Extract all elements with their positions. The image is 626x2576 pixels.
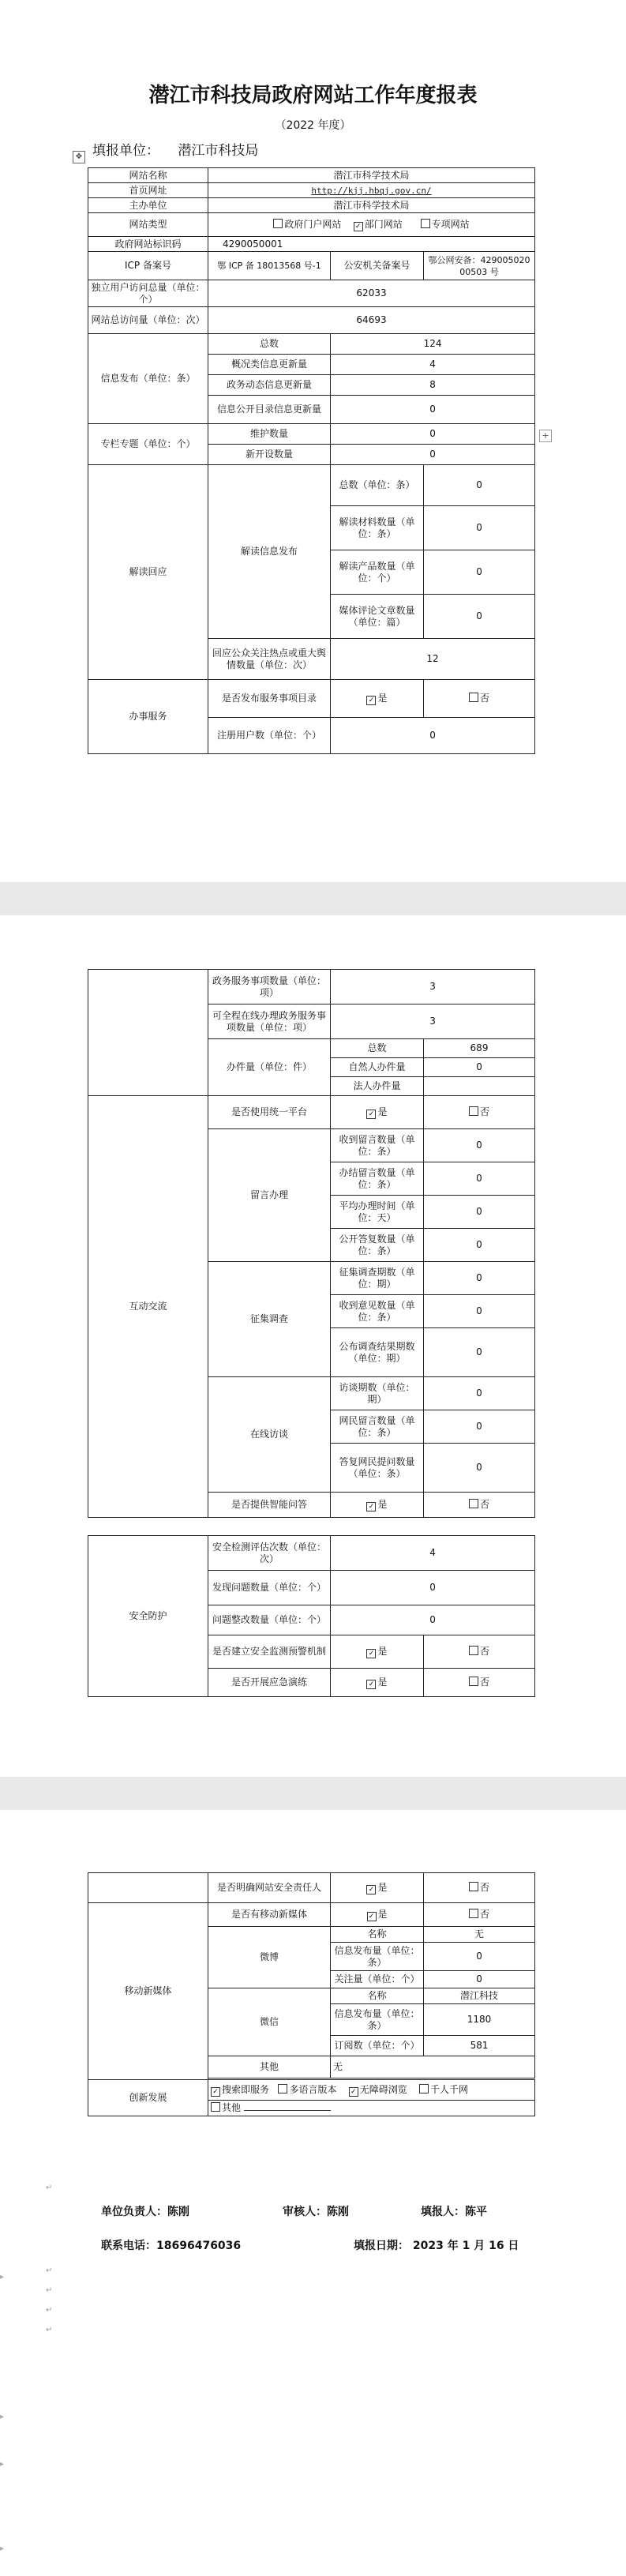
filler-label: 填报单位： [92, 143, 159, 159]
qcb-label: 可全程在线办理政务服务事项数量（单位：项） [208, 1004, 331, 1039]
zl-xk-value: 0 [331, 445, 535, 465]
checkbox-no[interactable] [469, 1106, 478, 1116]
aq-yj-label: 是否建立安全监测预警机制 [208, 1635, 331, 1669]
margin-marker-icon: ▸ [0, 2273, 5, 2281]
ym-sf-label: 是否有移动新媒体 [208, 1903, 331, 1927]
paragraph-mark-icon: ↵ [46, 2306, 53, 2315]
ym-sf-no [424, 1903, 535, 1927]
checkbox-no[interactable] [469, 1646, 478, 1655]
ft-tw-value: 0 [424, 1410, 535, 1444]
info-zw-label: 政务动态信息更新量 [208, 375, 331, 396]
jd-hy-label: 回应公众关注热点或重大舆情数量（单位：次） [208, 639, 331, 680]
report-table-page1 [88, 167, 535, 754]
aq-ya-yes [331, 1669, 424, 1697]
bs-cont-label [88, 970, 208, 1096]
page-gap [0, 882, 626, 915]
checkbox-personalized[interactable] [419, 2084, 429, 2093]
aq-cont-label [88, 1873, 208, 1903]
uv-value: 62033 [208, 280, 535, 307]
yes-label: 是 [377, 1645, 388, 1657]
sponsor-value: 潜江市科学技术局 [208, 198, 535, 213]
checkbox-yes[interactable]: ✓ [366, 1885, 376, 1894]
zl-wh-label: 维护数量 [208, 424, 331, 445]
wb-gz-label: 关注量（单位：个） [331, 1971, 424, 1988]
hd-zn-label: 是否提供智能问答 [208, 1493, 331, 1518]
aq-yj-no [424, 1635, 535, 1669]
wx-dy-value: 581 [424, 2036, 535, 2056]
report-table-page3 [88, 1872, 535, 1903]
aq-zr-no [424, 1873, 535, 1903]
yes-label: 是 [377, 1106, 388, 1117]
bs-zc-label: 注册用户数（单位：个） [208, 718, 331, 754]
sig-leader: 单位负责人：陈刚 [101, 2206, 189, 2218]
bs-ml-label: 是否发布服务事项目录 [208, 680, 331, 718]
qt-value: 无 [331, 2056, 535, 2078]
ym-label: 移动新媒体 [88, 1903, 208, 2080]
pv-value: 64693 [208, 307, 535, 334]
jd-mt-label: 媒体评论文章数量（单位：篇） [331, 595, 424, 639]
jd-cp-value: 0 [424, 550, 535, 595]
ft-label: 在线访谈 [208, 1377, 331, 1493]
info-total-label: 总数 [208, 334, 331, 355]
info-ml-label: 信息公开目录信息更新量 [208, 396, 331, 424]
jd-total-value: 0 [424, 465, 535, 506]
hd-zn-no [424, 1493, 535, 1518]
site-type-label: 网站类型 [88, 213, 208, 237]
wx-mc-label: 名称 [331, 1988, 424, 2004]
checkbox-yes[interactable]: ✓ [366, 1110, 376, 1119]
report-year: （2022 年度） [275, 119, 351, 132]
site-id-value: 4290050001 [208, 237, 535, 252]
zj-yj-value: 0 [424, 1295, 535, 1328]
uv-label: 独立用户访问总量（单位：个） [88, 280, 208, 307]
wb-label: 微博 [208, 1927, 331, 1988]
bjl-label: 办件量（单位：件） [208, 1039, 331, 1096]
hd-ty-yes [331, 1096, 424, 1129]
zwfw-value: 3 [331, 970, 535, 1004]
bjl-fr-value [424, 1077, 535, 1096]
info-gk-label: 概况类信息更新量 [208, 355, 331, 375]
ly-label: 留言办理 [208, 1129, 331, 1262]
paragraph-mark-icon: ↵ [46, 2286, 53, 2295]
ly-pj-label: 平均办理时间（单位：天） [331, 1196, 424, 1229]
paragraph-mark-icon: ↵ [46, 2266, 53, 2275]
no-label: 否 [479, 1106, 489, 1117]
ly-bj-value: 0 [424, 1162, 535, 1196]
zj-jg-value: 0 [424, 1328, 535, 1377]
checkbox-yes[interactable]: ✓ [366, 696, 376, 705]
add-row-icon[interactable]: + [539, 430, 552, 442]
zj-label: 征集调查 [208, 1262, 331, 1377]
zj-yj-label: 收到意见数量（单位：条） [331, 1295, 424, 1328]
ly-pj-value: 0 [424, 1196, 535, 1229]
zj-jg-label: 公布调查结果期数（单位：期） [331, 1328, 424, 1377]
sig-reviewer: 审核人：陈刚 [283, 2206, 349, 2218]
info-ml-value: 0 [331, 396, 535, 424]
sig-date: 填报日期： 2023 年 1 月 16 日 [354, 2240, 519, 2252]
wx-fb-label: 信息发布量（单位：条） [331, 2004, 424, 2036]
checkbox-yes[interactable]: ✓ [366, 1502, 376, 1511]
zwfw-label: 政务服务事项数量（单位：项） [208, 970, 331, 1004]
bs-ml-yes [331, 680, 424, 718]
no-label: 否 [479, 1499, 489, 1510]
ly-bj-label: 办结留言数量（单位：条） [331, 1162, 424, 1196]
ym-sf-yes [331, 1903, 424, 1927]
cx-opt5-label: 其他 [222, 2102, 242, 2113]
bjl-total-label: 总数 [331, 1039, 424, 1058]
police-label: 公安机关备案号 [331, 252, 424, 280]
paragraph-mark-icon: ↵ [46, 2326, 53, 2334]
site-type-options [208, 213, 535, 237]
yes-label: 是 [377, 1498, 388, 1510]
aq-zg-value: 0 [331, 1605, 535, 1635]
info-gk-value: 4 [331, 355, 535, 375]
cx-label: 创新发展 [88, 2080, 208, 2116]
checkbox-special[interactable] [421, 219, 430, 228]
cx-opt1-label: 搜索即服务 [222, 2083, 270, 2095]
table-move-handle-icon[interactable]: ✥ [73, 151, 85, 163]
checkbox-multilang[interactable] [278, 2084, 287, 2093]
jd-cp-label: 解读产品数量（单位：个） [331, 550, 424, 595]
bjl-zrr-label: 自然人办件量 [331, 1058, 424, 1077]
bs-zc-value: 0 [331, 718, 535, 754]
site-name-label: 网站名称 [88, 168, 208, 183]
ly-gk-label: 公开答复数量（单位：条） [331, 1229, 424, 1262]
ft-qs-value: 0 [424, 1377, 535, 1410]
hd-ty-label: 是否使用统一平台 [208, 1096, 331, 1129]
no-label: 否 [480, 693, 490, 704]
no-label: 否 [480, 1677, 490, 1688]
wx-fb-value: 1180 [424, 2004, 535, 2036]
wx-mc-value: 潜江科技 [424, 1988, 535, 2004]
hd-label: 互动交流 [88, 1096, 208, 1518]
wb-mc-value: 无 [424, 1927, 535, 1943]
checkbox-accessible[interactable]: ✓ [349, 2087, 358, 2097]
checkbox-no[interactable] [469, 1499, 478, 1508]
police-value: 鄂公网安备：42900502000503 号 [424, 252, 535, 280]
no-label: 否 [479, 1882, 489, 1893]
zj-qs-value: 0 [424, 1262, 535, 1295]
type-dept-label: 部门网站 [364, 218, 403, 230]
jd-cl-label: 解读材料数量（单位：条） [331, 506, 424, 550]
hd-ty-no [424, 1096, 535, 1129]
type-special-label: 专项网站 [431, 218, 470, 230]
checkbox-yes[interactable]: ✓ [367, 1912, 377, 1921]
aq-zr-yes [331, 1873, 424, 1903]
cx-opt2-label: 多语言版本 [289, 2083, 337, 2095]
bjl-total-value: 689 [424, 1039, 535, 1058]
other-underline [244, 2110, 331, 2111]
jdfb-label: 解读信息发布 [208, 465, 331, 639]
checkbox-no[interactable] [469, 1882, 478, 1891]
aq-yj-yes [331, 1635, 424, 1669]
filler-unit [92, 139, 258, 159]
qt-label: 其他 [208, 2056, 331, 2078]
zl-xk-label: 新开设数量 [208, 445, 331, 465]
margin-marker-icon: ▸ [0, 2544, 5, 2553]
page-gap [0, 1777, 626, 1810]
ft-hf-value: 0 [424, 1444, 535, 1493]
ft-tw-label: 网民留言数量（单位：条） [331, 1410, 424, 1444]
yes-label: 是 [377, 1676, 388, 1688]
report-table-page2 [88, 969, 535, 1096]
wb-gz-value: 0 [424, 1971, 535, 1988]
jd-hy-value: 12 [331, 639, 535, 680]
sig-filler: 填报人：陈平 [421, 2206, 487, 2218]
checkbox-no[interactable] [469, 1677, 478, 1686]
bs-label: 办事服务 [88, 680, 208, 754]
checkbox-other[interactable] [211, 2102, 220, 2112]
cx-opt3-label: 无障碍浏览 [359, 2083, 407, 2095]
site-id-label: 政府网站标识码 [88, 237, 208, 252]
paragraph-mark-icon: ↵ [46, 2184, 53, 2192]
aq-fx-value: 0 [331, 1571, 535, 1605]
bjl-zrr-value: 0 [424, 1058, 535, 1077]
zl-label: 专栏专题（单位：个） [88, 424, 208, 465]
yes-label: 是 [377, 1908, 388, 1920]
checkbox-portal[interactable] [273, 219, 283, 228]
checkbox-yes[interactable]: ✓ [366, 1680, 376, 1689]
margin-marker-icon: ▸ [0, 2413, 5, 2421]
zl-wh-value: 0 [331, 424, 535, 445]
info-zw-value: 8 [331, 375, 535, 396]
sig-phone: 联系电话：18696476036 [101, 2240, 242, 2252]
checkbox-no[interactable] [469, 1909, 478, 1918]
checkbox-search-service[interactable]: ✓ [211, 2087, 220, 2097]
interaction-table [88, 1095, 535, 1518]
no-label: 否 [480, 1646, 490, 1657]
security-table [88, 1535, 535, 1697]
cx-opt4-label: 千人千网 [430, 2083, 469, 2095]
aq-label: 安全防护 [88, 1536, 208, 1697]
icp-label: ICP 备案号 [88, 252, 208, 280]
jd-label: 解读回应 [88, 465, 208, 680]
cx-options [208, 2080, 535, 2101]
bs-ml-no [424, 680, 535, 718]
media-table [88, 1902, 535, 2116]
home-url-label: 首页网址 [88, 183, 208, 198]
bjl-fr-label: 法人办件量 [331, 1077, 424, 1096]
wx-label: 微信 [208, 1988, 331, 2056]
jd-cl-value: 0 [424, 506, 535, 550]
aq-zr-label: 是否明确网站安全责任人 [208, 1873, 331, 1903]
report-title: 潜江市科技局政府网站工作年度报表 [148, 84, 478, 107]
checkbox-yes[interactable]: ✓ [366, 1649, 376, 1658]
margin-marker-icon: ▸ [0, 2460, 5, 2469]
wx-dy-label: 订阅数（单位：个） [331, 2036, 424, 2056]
wb-fb-value: 0 [424, 1943, 535, 1971]
info-label: 信息发布（单位：条） [88, 334, 208, 424]
site-name-value: 潜江市科学技术局 [208, 168, 535, 183]
ly-gk-value: 0 [424, 1229, 535, 1262]
yes-label: 是 [377, 692, 388, 704]
wb-mc-label: 名称 [331, 1927, 424, 1943]
aq-ya-label: 是否开展应急演练 [208, 1669, 331, 1697]
aq-jc-value: 4 [331, 1536, 535, 1571]
checkbox-dept[interactable]: ✓ [354, 222, 363, 231]
filler-value: 潜江市科技局 [178, 143, 259, 159]
qcb-value: 3 [331, 1004, 535, 1039]
jd-mt-value: 0 [424, 595, 535, 639]
zj-qs-label: 征集调查期数（单位：期） [331, 1262, 424, 1295]
checkbox-no[interactable] [469, 693, 478, 702]
ly-sd-label: 收到留言数量（单位：条） [331, 1129, 424, 1162]
aq-zg-label: 问题整改数量（单位：个） [208, 1605, 331, 1635]
cx-other [208, 2101, 535, 2116]
aq-fx-label: 发现问题数量（单位：个） [208, 1571, 331, 1605]
ft-hf-label: 答复网民提问数量（单位：条） [331, 1444, 424, 1493]
home-url-link[interactable]: http://kjj.hbqj.gov.cn/ [311, 185, 432, 196]
pv-label: 网站总访问量（单位：次） [88, 307, 208, 334]
yes-label: 是 [377, 1881, 388, 1893]
no-label: 否 [480, 1909, 490, 1920]
aq-ya-no [424, 1669, 535, 1697]
wb-fb-label: 信息发布量（单位：条） [331, 1943, 424, 1971]
ly-sd-value: 0 [424, 1129, 535, 1162]
ft-qs-label: 访谈期数（单位：期） [331, 1377, 424, 1410]
info-total-value: 124 [331, 334, 535, 355]
type-portal-label: 政府门户网站 [284, 218, 342, 230]
aq-jc-label: 安全检测评估次数（单位：次） [208, 1536, 331, 1571]
sponsor-label: 主办单位 [88, 198, 208, 213]
jd-total-label: 总数（单位：条） [331, 465, 424, 506]
icp-value: 鄂 ICP 备 18013568 号-1 [208, 252, 331, 280]
hd-zn-yes [331, 1493, 424, 1518]
